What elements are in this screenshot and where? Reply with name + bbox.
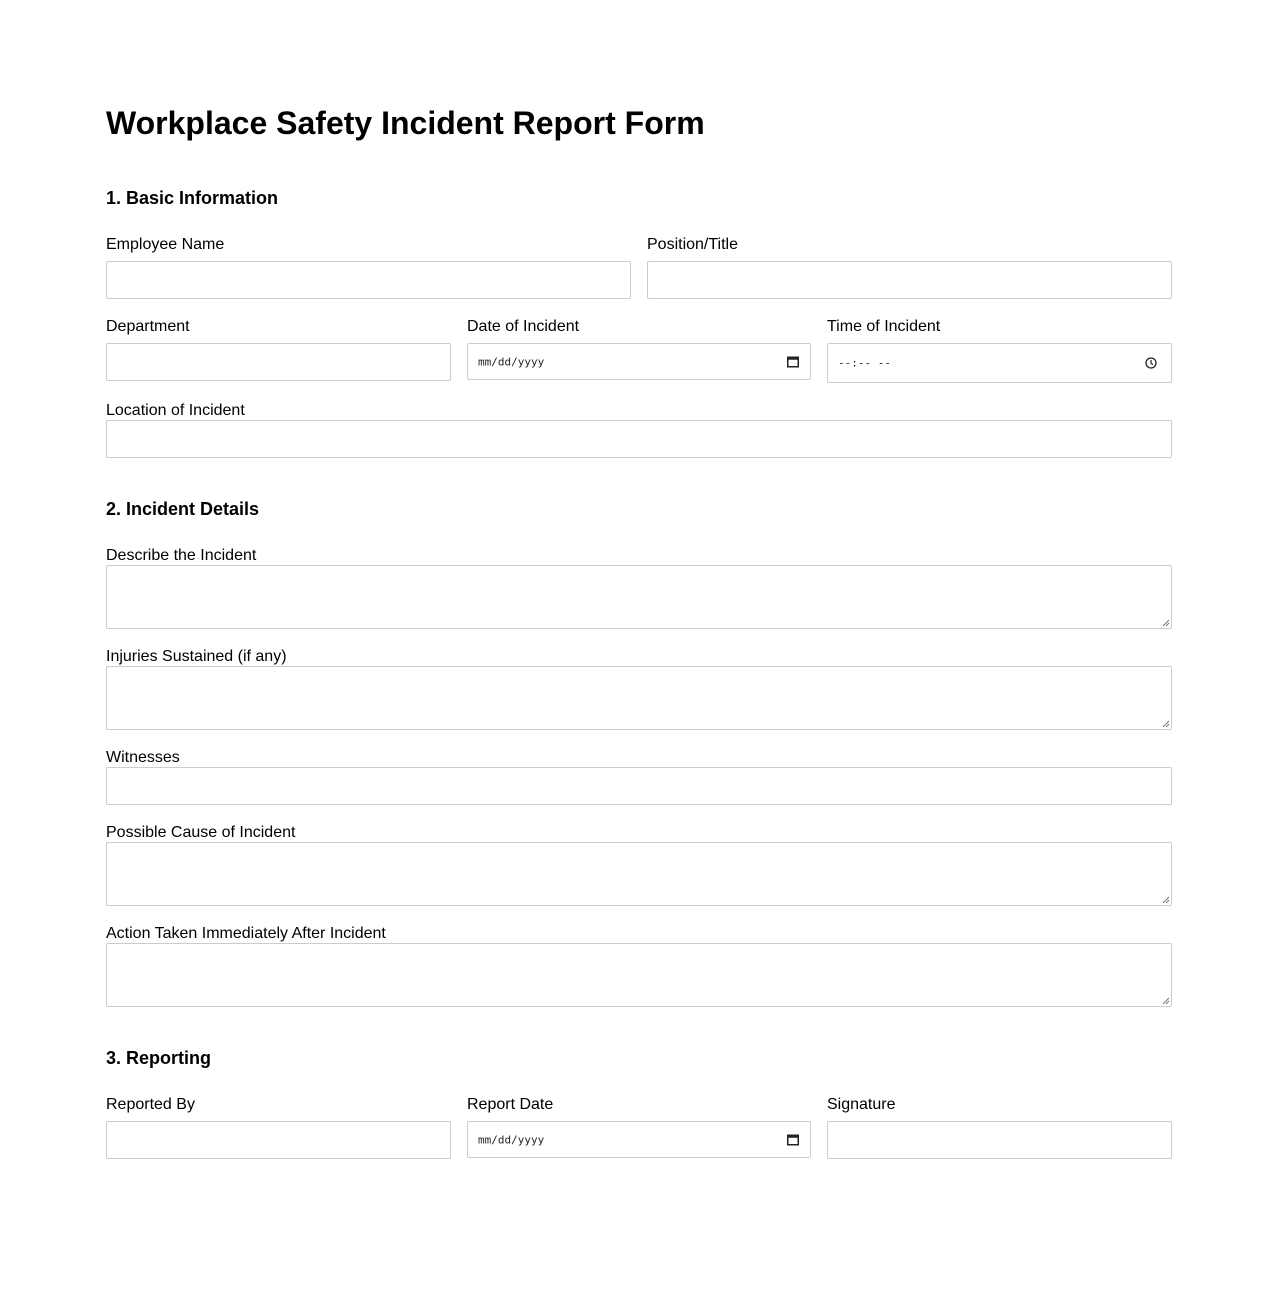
reported-by-input[interactable] (106, 1121, 451, 1159)
witnesses-label: Witnesses (106, 749, 180, 766)
section-heading-basic-information: 1. Basic Information (106, 188, 279, 208)
date-of-incident-label: Date of Incident (467, 318, 580, 335)
possible-cause-textarea[interactable] (106, 842, 1172, 906)
location-label: Location of Incident (106, 402, 245, 419)
location-input[interactable] (106, 420, 1172, 458)
describe-incident-textarea[interactable] (106, 565, 1172, 629)
resize-handle-icon[interactable] (1161, 618, 1170, 627)
signature-input[interactable] (827, 1121, 1172, 1159)
resize-handle-icon[interactable] (1161, 895, 1170, 904)
action-taken-label: Action Taken Immediately After Incident (106, 925, 386, 942)
section-heading-incident-details: 2. Incident Details (106, 499, 260, 519)
possible-cause-label: Possible Cause of Incident (106, 824, 296, 841)
report-date-input[interactable] (467, 1121, 811, 1158)
employee-name-input[interactable] (106, 261, 631, 299)
employee-name-label: Employee Name (106, 236, 225, 253)
time-of-incident-input[interactable] (827, 343, 1172, 383)
injuries-textarea[interactable] (106, 666, 1172, 730)
witnesses-input[interactable] (106, 767, 1172, 805)
report-date-label: Report Date (467, 1096, 554, 1113)
injuries-label: Injuries Sustained (if any) (106, 648, 287, 665)
time-placeholder: --:-- -- (838, 356, 891, 370)
department-label: Department (106, 318, 190, 335)
page-title: Workplace Safety Incident Report Form (106, 105, 705, 141)
calendar-icon[interactable] (787, 356, 799, 367)
resize-handle-icon[interactable] (1161, 719, 1170, 728)
clock-icon[interactable] (1145, 357, 1157, 369)
calendar-icon[interactable] (787, 1134, 799, 1145)
position-title-input[interactable] (647, 261, 1172, 299)
reported-by-label: Reported By (106, 1096, 195, 1113)
date-of-incident-input[interactable] (467, 343, 811, 380)
position-title-label: Position/Title (647, 236, 738, 253)
time-of-incident-label: Time of Incident (827, 318, 941, 335)
department-input[interactable] (106, 343, 451, 381)
date-placeholder: mm/dd/yyyy (478, 355, 545, 368)
signature-label: Signature (827, 1096, 896, 1113)
date-placeholder: mm/dd/yyyy (478, 1133, 545, 1146)
section-heading-reporting: 3. Reporting (106, 1048, 212, 1068)
describe-incident-label: Describe the Incident (106, 547, 257, 564)
resize-handle-icon[interactable] (1161, 996, 1170, 1005)
action-taken-textarea[interactable] (106, 943, 1172, 1007)
